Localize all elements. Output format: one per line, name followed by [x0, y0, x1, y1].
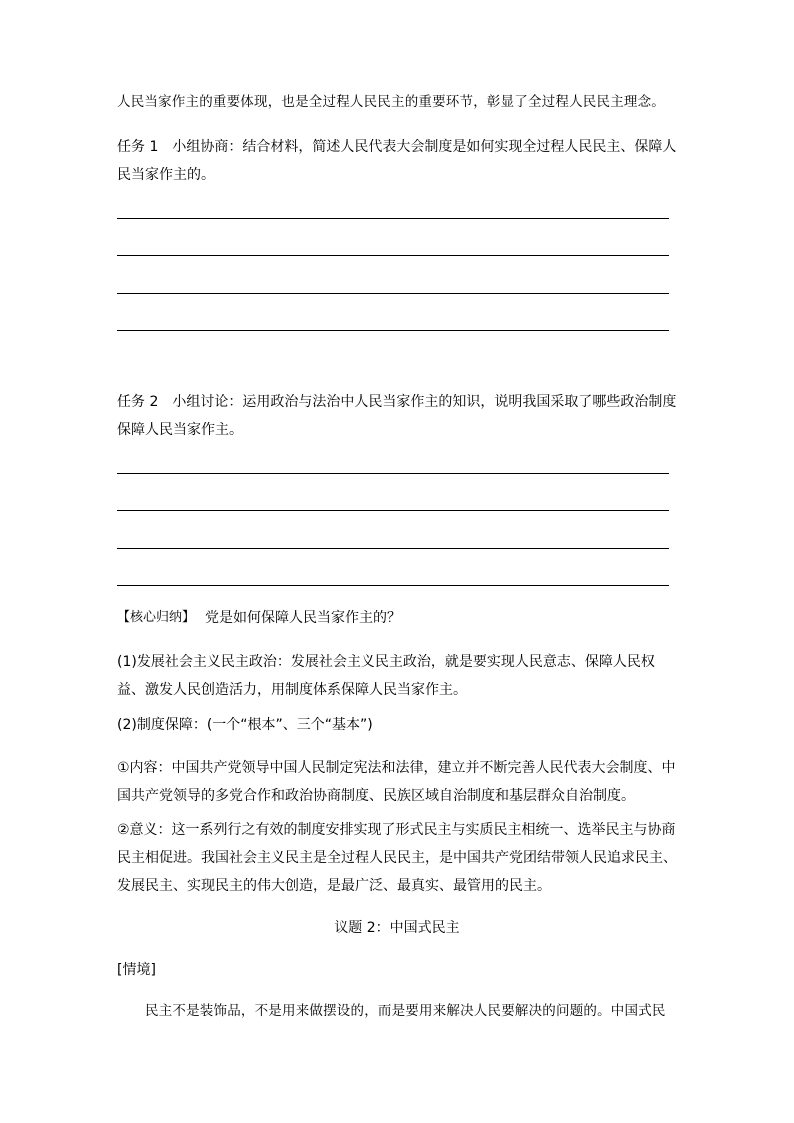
answer-line — [117, 255, 669, 256]
summary-paragraph-2: (2)制度保障：(一个“根本”、三个“基本”) — [117, 717, 373, 733]
situation-label: [情境] — [117, 962, 156, 978]
answer-line — [117, 218, 669, 219]
summary-paragraph-3: ①内容：中国共产党领导中国人民制定宪法和法律，建立并不断完善人民代表大会制度、中国共产党领导的多党合作和政治协商制度、民族区域自治制度和基层群众自治制度。 — [117, 760, 676, 804]
answer-line — [117, 510, 669, 511]
answer-line — [117, 293, 669, 294]
summary-paragraph-1: (1)发展社会主义民主政治：发展社会主义民主政治，就是要实现人民意志、保障人民权益、激发人民创造活力，用制度体系保障人民当家作主。 — [117, 654, 655, 698]
issue-title: 议题 2：中国式民主 — [334, 920, 460, 936]
situation-text: 民主不是装饰品，不是用来做摆设的，而是要用来解决人民要解决的问题的。中国式民 — [145, 1003, 666, 1019]
answer-line — [117, 330, 669, 331]
task-2: 任务 2 小组讨论：运用政治与法治中人民当家作主的知识，说明我国采取了哪些政治制度保障人民当家作主。 — [117, 394, 677, 438]
answer-line — [117, 585, 669, 586]
task-1: 任务 1 小组协商：结合材料，简述人民代表大会制度是如何实现全过程人民民主、保障人民当家作主的。 — [117, 139, 677, 183]
answer-line — [117, 473, 669, 474]
opening-text: 人民当家作主的重要体现，也是全过程人民民主的重要环节，彰显了全过程人民民主理念。 — [117, 94, 665, 110]
core-summary-question: 党是如何保障人民当家作主的？ — [205, 610, 402, 626]
answer-line — [117, 548, 669, 549]
core-summary-tag: 【核心归纳】 — [117, 610, 196, 625]
core-summary-heading — [117, 606, 401, 630]
summary-paragraph-4: ②意义：这一系列行之有效的制度安排实现了形式民主与实质民主相统一、选举民主与协商民主相促进。我国社会主义民主是全过程人民民主，是中国共产党团结带领人民追求民主、发展民主、实现民主的伟大创造，是最广泛、最真实、最管用的民主。 — [117, 822, 677, 894]
